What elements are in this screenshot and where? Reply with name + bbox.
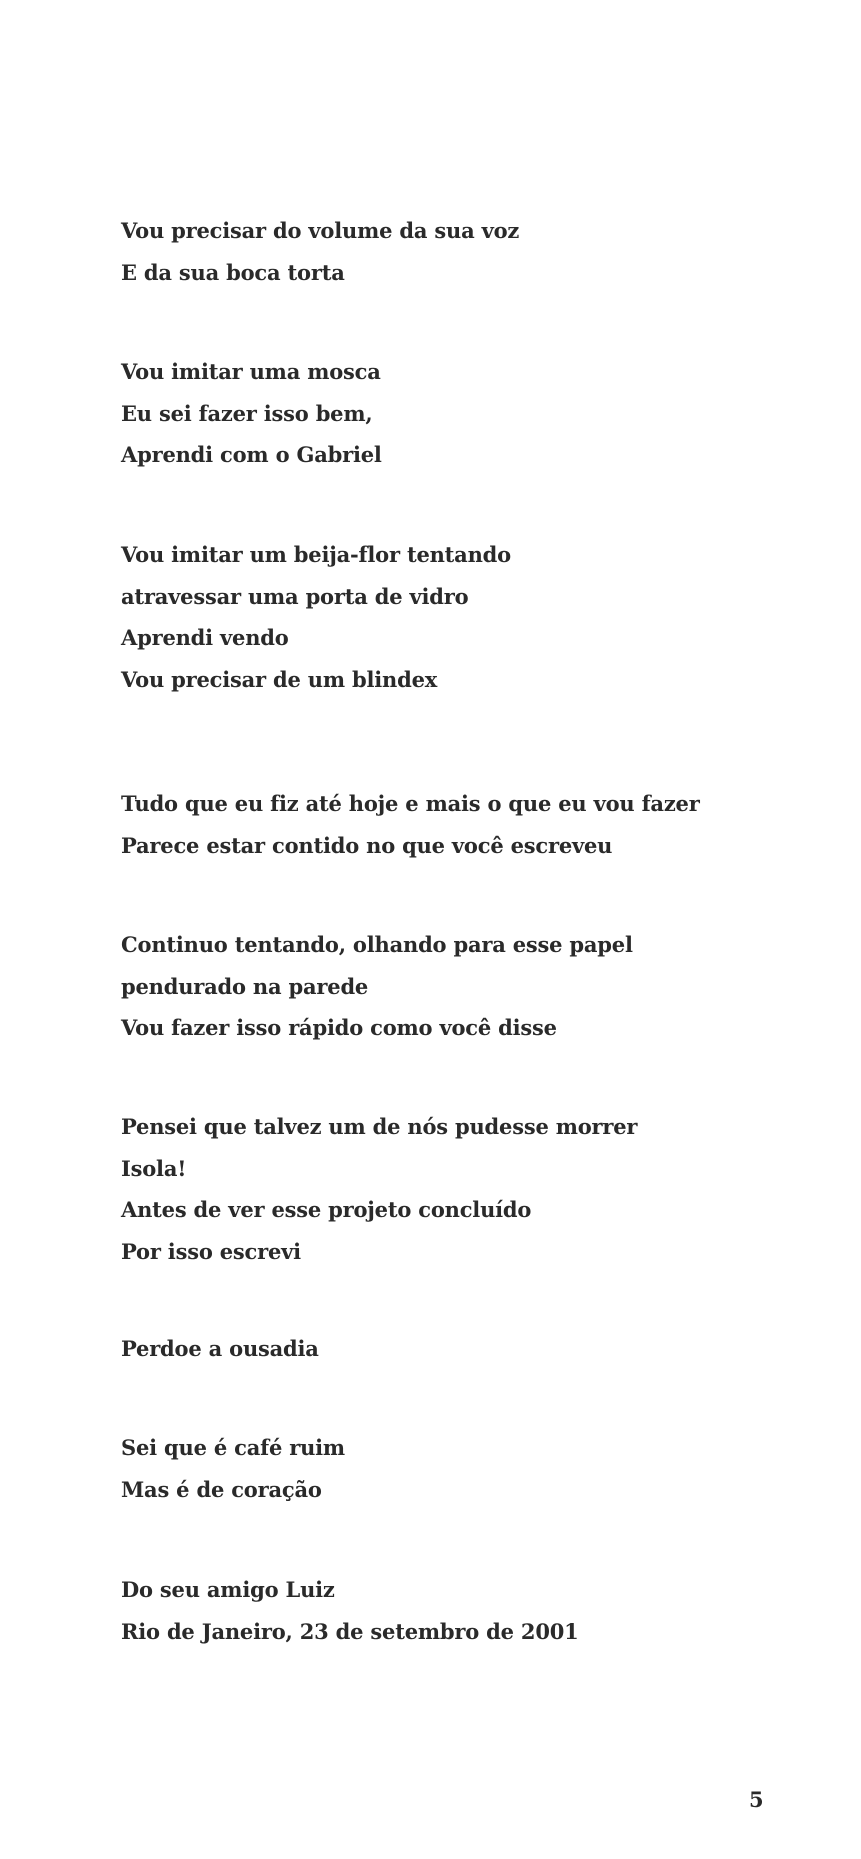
- poem-line: Antes de ver esse projeto concluído: [121, 1197, 532, 1222]
- poem-line: Sei que é café ruim: [121, 1435, 345, 1460]
- stanza: [121, 351, 382, 476]
- stanza: [121, 924, 633, 1049]
- date-line: Rio de Janeiro, 23 de setembro de 2001: [121, 1618, 579, 1644]
- poem-line: atravessar uma porta de vidro: [121, 583, 469, 609]
- poem-line: Aprendi vendo: [121, 625, 289, 650]
- stanza: [121, 210, 519, 293]
- poem-line: Tudo que eu fiz até hoje e mais o que eu vou fazer: [121, 791, 700, 816]
- poem-line: Aprendi com o Gabriel: [121, 442, 382, 467]
- poem-line: Vou imitar uma mosca: [121, 359, 381, 384]
- poem-line: pendurado na parede: [121, 973, 369, 999]
- poem-line: Continuo tentando, olhando para esse papel: [121, 932, 633, 957]
- stanza: [121, 1427, 345, 1510]
- poem-line: Parece estar contido no que você escreveu: [121, 832, 613, 858]
- poem-line: Vou fazer isso rápido como você disse: [121, 1015, 557, 1040]
- signature-line: Do seu amigo Luiz: [121, 1577, 335, 1602]
- poem-line: Vou precisar do volume da sua voz: [121, 218, 520, 243]
- page-number: 5: [749, 1787, 764, 1812]
- poem-line: Isola!: [121, 1155, 187, 1181]
- stanza: [121, 1106, 637, 1272]
- poem-line: Perdoe a ousadia: [121, 1336, 319, 1361]
- stanza: [121, 783, 700, 866]
- poem-line: Vou imitar um beija-flor tentando: [121, 542, 511, 567]
- stanza: [121, 534, 511, 700]
- poem-line: E da sua boca torta: [121, 259, 345, 285]
- poem-line: Eu sei fazer isso bem,: [121, 400, 373, 426]
- poem-line: Mas é de coração: [121, 1476, 322, 1502]
- poem-line: Pensei que talvez um de nós pudesse morrer: [121, 1114, 638, 1139]
- poem-line: Vou precisar de um blindex: [121, 666, 438, 692]
- signature-block: [121, 1569, 579, 1652]
- poem-line: Por isso escrevi: [121, 1238, 301, 1264]
- stanza: [121, 1328, 319, 1370]
